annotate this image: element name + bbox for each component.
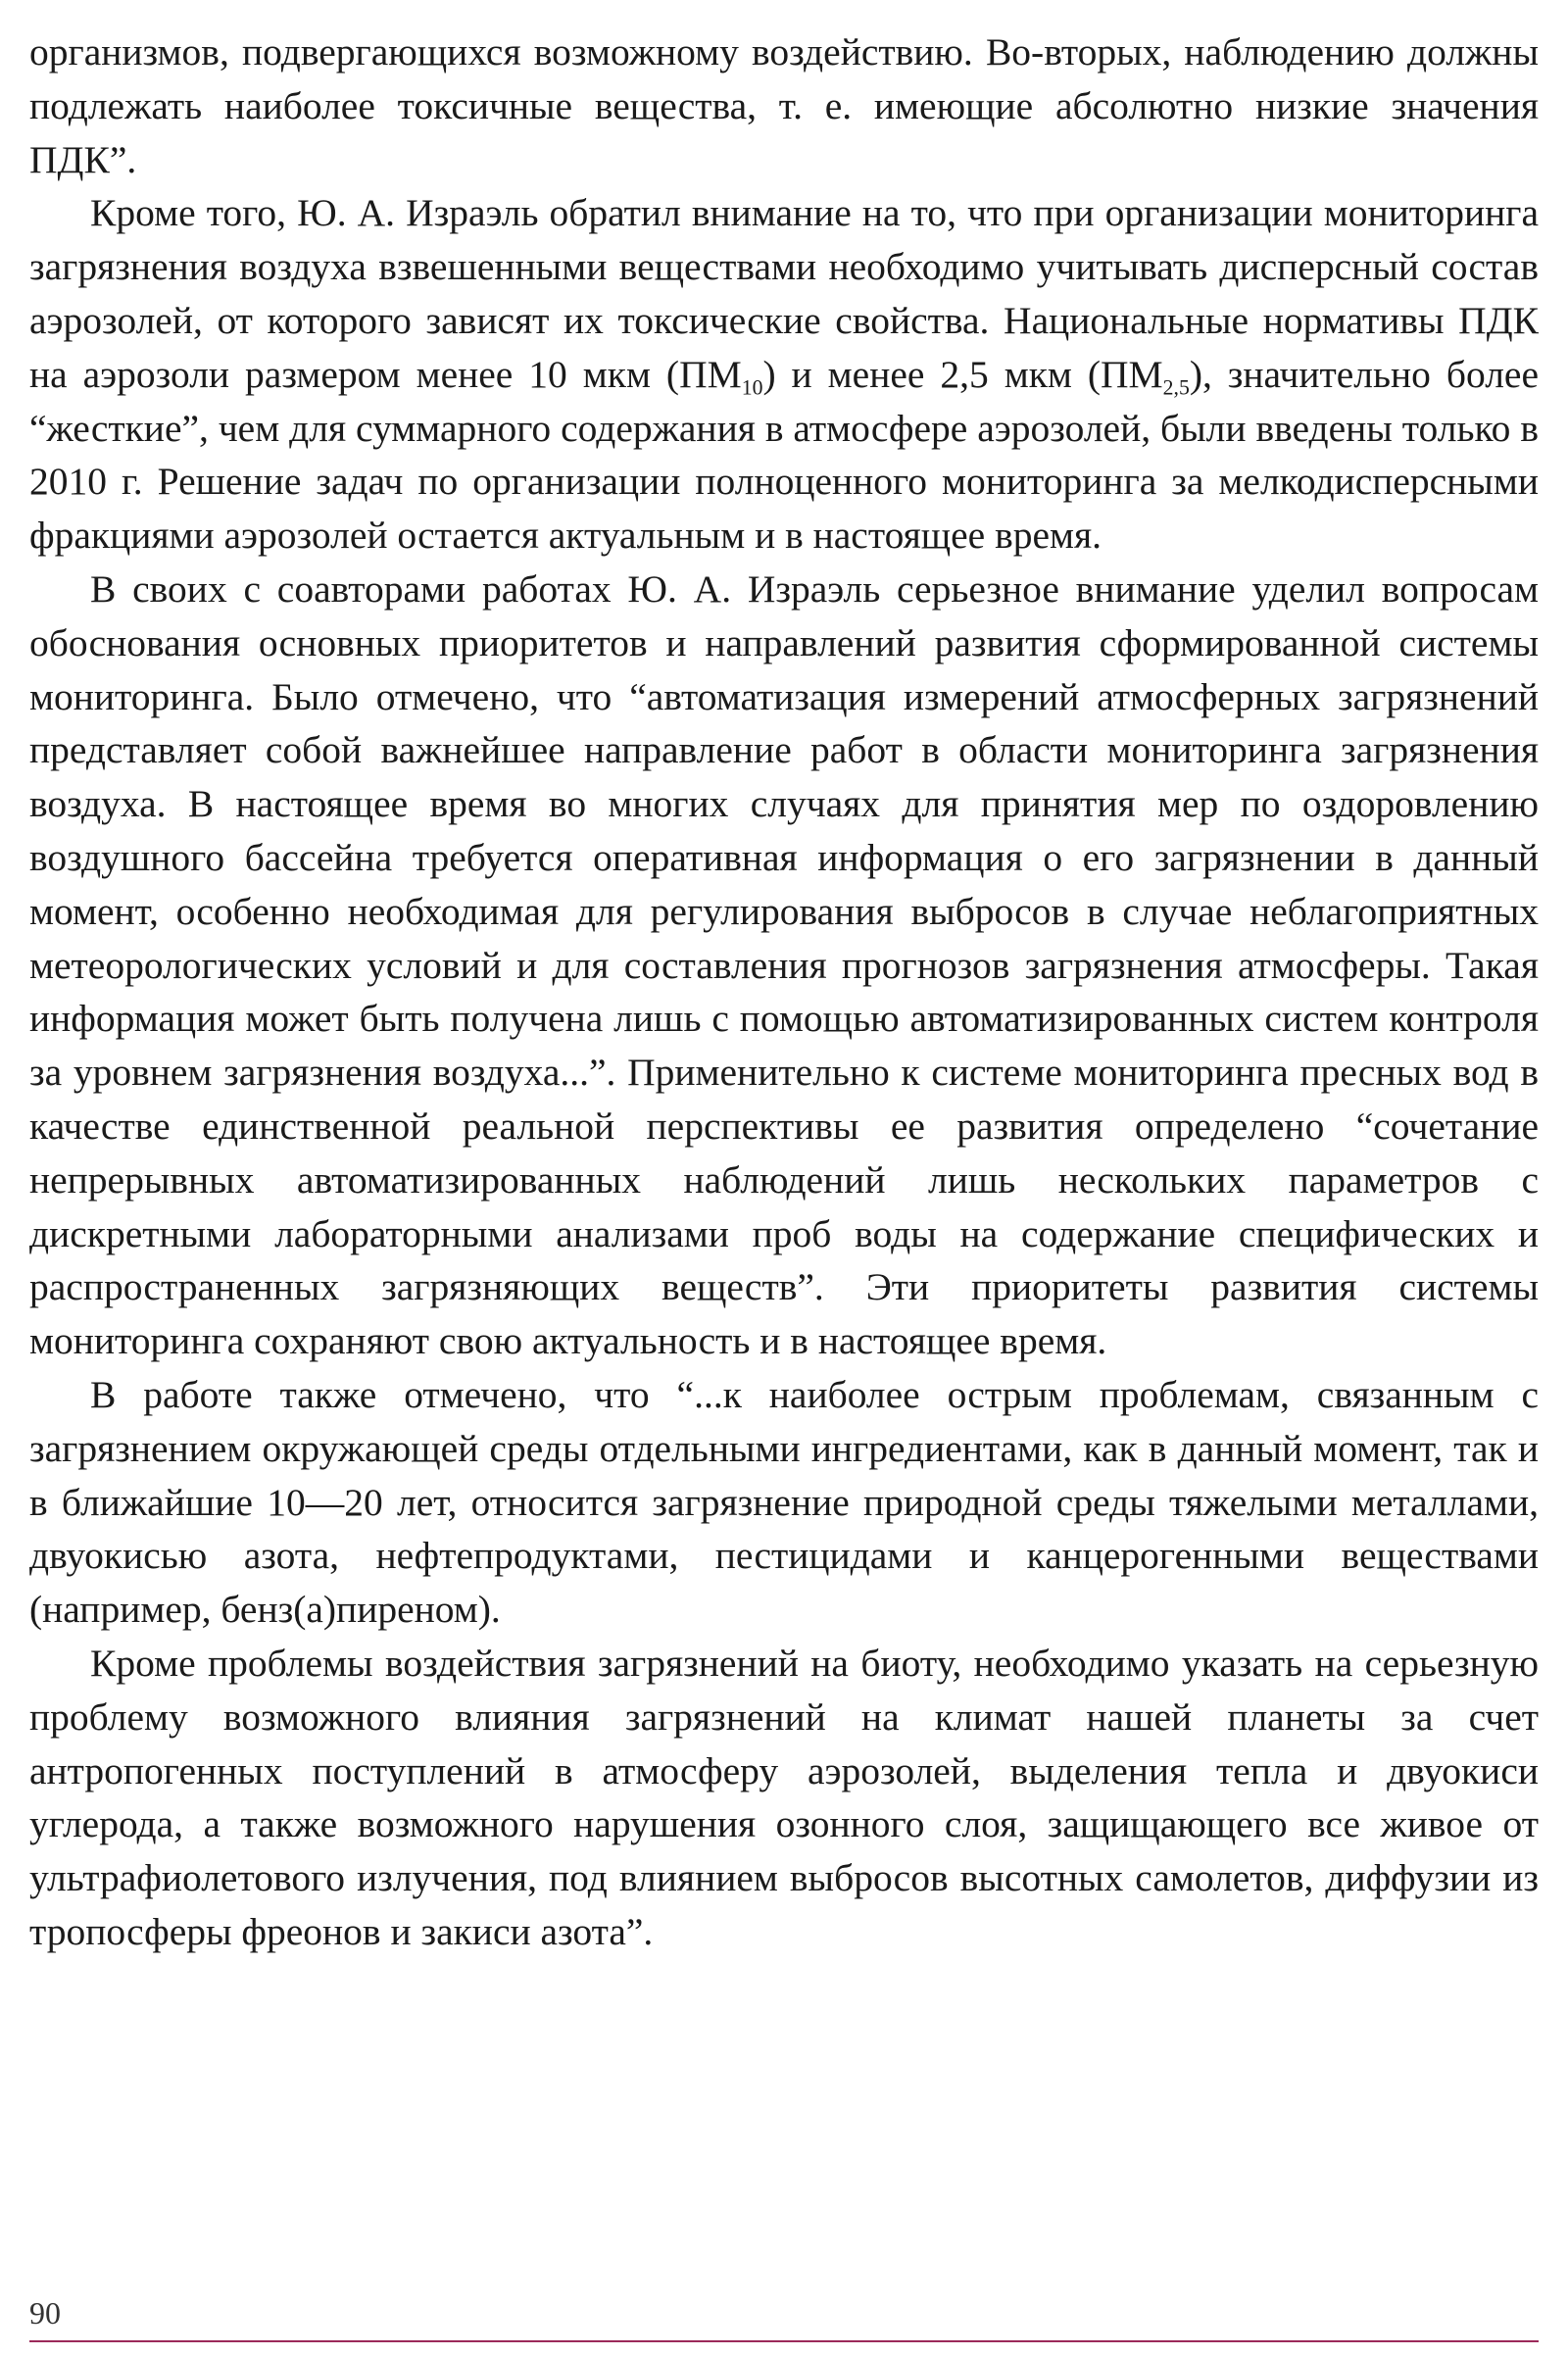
footer-rule	[29, 2340, 1539, 2342]
paragraph-2-part-b: ) и менее 2,5 мкм (ПМ	[762, 352, 1163, 396]
paragraph-1: организмов, подвергающихся возможному воздействию. Во-вторых, наблюдению должны подлежать наиболее токсичные вещества, т. е. имеющие абсолютно низкие значения ПДК”.	[29, 30, 1539, 181]
body-text	[29, 25, 1539, 1959]
subscript-pm25: 2,5	[1162, 375, 1190, 400]
paragraph-2-part-c: ), значительно более “жесткие”, чем для суммарного содержания в атмосфере аэрозолей, были введены только в 2010 г. Решение задач по организации полноценного мониторинга за мелкодисперсными фракциями аэрозолей остается актуальным и в настоящее время.	[29, 352, 1539, 558]
paragraph-2	[29, 186, 1539, 563]
paragraph-4: В работе также отмечено, что “...к наиболее острым проблемам, связанным с загрязнением окружающей среды отдельными ингредиентами, как в данный момент, так и в ближайшие 10—20 лет, относится загрязнение природной среды тяжелыми металлами, двуокисью азота, нефтепродуктами, пестицидами и канцерогенными веществами (например, бенз(а)пиреном).	[29, 1372, 1539, 1632]
paragraph-5: Кроме проблемы воздействия загрязнений на биоту, необходимо указать на серьезную проблему возможного влияния загрязнений на климат нашей планеты за счет антропогенных поступлений в атмосферу аэрозолей, выделения тепла и двуокиси углерода, а также возможного нарушения озонного слоя, защищающего все живое от ультрафиолетового излучения, под влиянием выбросов высотных самолетов, диффузии из тропосферы фреонов и закиси азота”.	[29, 1641, 1539, 1953]
subscript-pm10: 10	[741, 375, 763, 400]
paragraph-2-part-a: Кроме того, Ю. А. Израэль обратил внимание на то, что при организации мониторинга загрязнения воздуха взвешенными веществами необходимо учитывать дисперсный состав аэрозолей, от которого зависят их токсические свойства. Национальные нормативы ПДК на аэрозоли размером менее 10 мкм (ПМ	[29, 191, 1539, 396]
paragraph-3: В своих с соавторами работах Ю. А. Израэль серьезное внимание уделил вопросам обоснования основных приоритетов и направлений развития сформированной системы мониторинга. Было отмечено, что “автоматизация измерений атмосферных загрязнений представляет собой важнейшее направление работ в области мониторинга загрязнения воздуха. В настоящее время во многих случаях для принятия мер по оздоровлению воздушного бассейна требуется оперативная информация о его загрязнении в данный момент, особенно необходимая для регулирования выбросов в случае неблагоприятных метеорологических условий и для составления прогнозов загрязнения атмосферы. Такая информация может быть получена лишь с помощью автоматизированных систем контроля за уровнем загрязнения воздуха...”. Применительно к системе мониторинга пресных вод в качестве единственной реальной перспективы ее развития определено “сочетание непрерывных автоматизированных наблюдений лишь нескольких параметров с дискретными лабораторными анализами проб воды на содержание специфических и распространенных загрязняющих веществ”. Эти приоритеты развития системы мониторинга сохраняют свою актуальность и в настоящее время.	[29, 566, 1539, 1363]
page-number: 90	[29, 2295, 61, 2331]
